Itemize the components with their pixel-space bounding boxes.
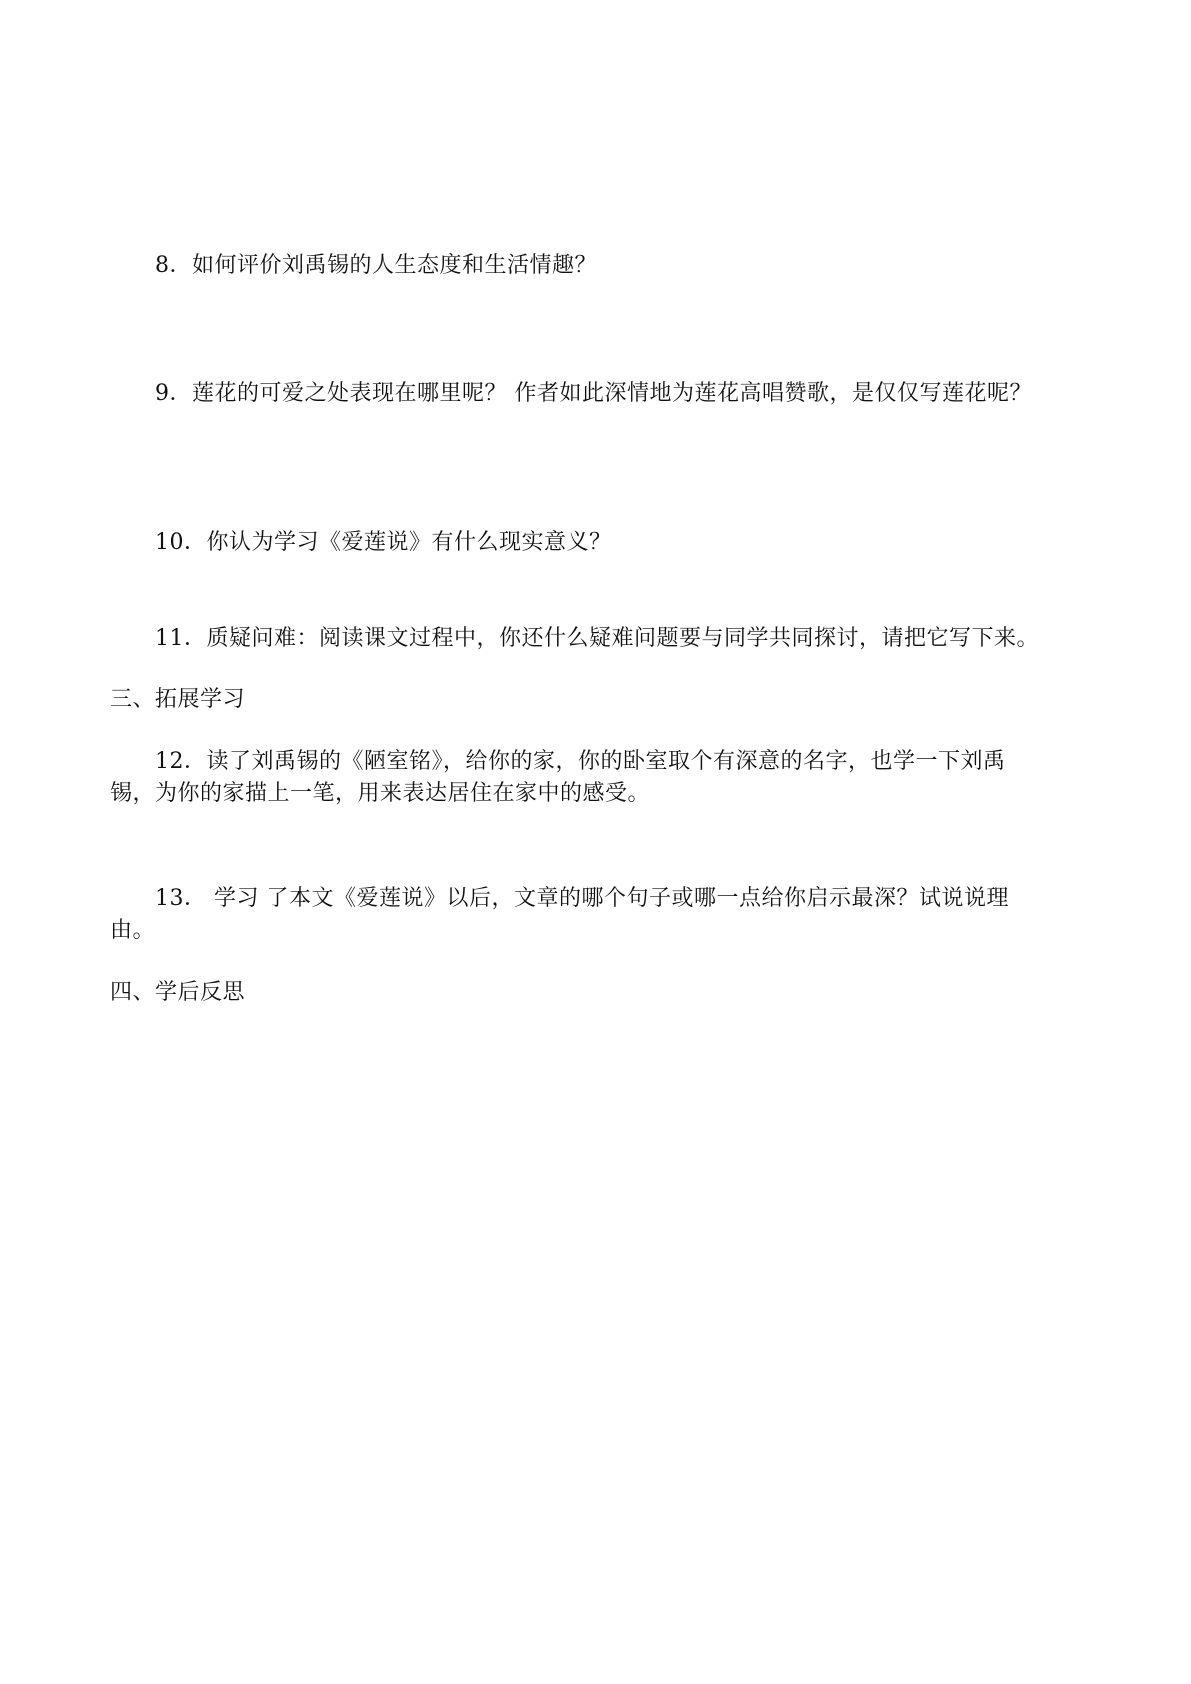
section-heading-extension-study: 三、拓展学习 [110, 687, 246, 712]
question-11: 11．质疑问难：阅读课文过程中，你还什么疑难问题要与同学共同探讨，请把它写下来。 [155, 626, 1039, 651]
section-heading-reflection: 四、学后反思 [110, 980, 246, 1005]
question-13-line-1: 13． 学习 了本文《爱莲说》以后，文章的哪个句子或哪一点给你启示最深？试说说理 [155, 886, 1009, 911]
question-10: 10．你认为学习《爱莲说》有什么现实意义？ [155, 530, 612, 555]
question-9: 9．莲花的可爱之处表现在哪里呢？ 作者如此深情地为莲花高唱赞歌，是仅仅写莲花呢？ [155, 381, 1032, 406]
question-8: 8．如何评价刘禹锡的人生态度和生活情趣？ [155, 253, 597, 278]
question-13-line-2: 由。 [110, 918, 156, 943]
question-12-line-2: 锡，为你的家描上一笔，用来表达居住在家中的感受。 [110, 781, 651, 806]
question-12-line-1: 12．读了刘禹锡的《陋室铭》，给你的家，你的卧室取个有深意的名字，也学一下刘禹 [155, 749, 1006, 774]
